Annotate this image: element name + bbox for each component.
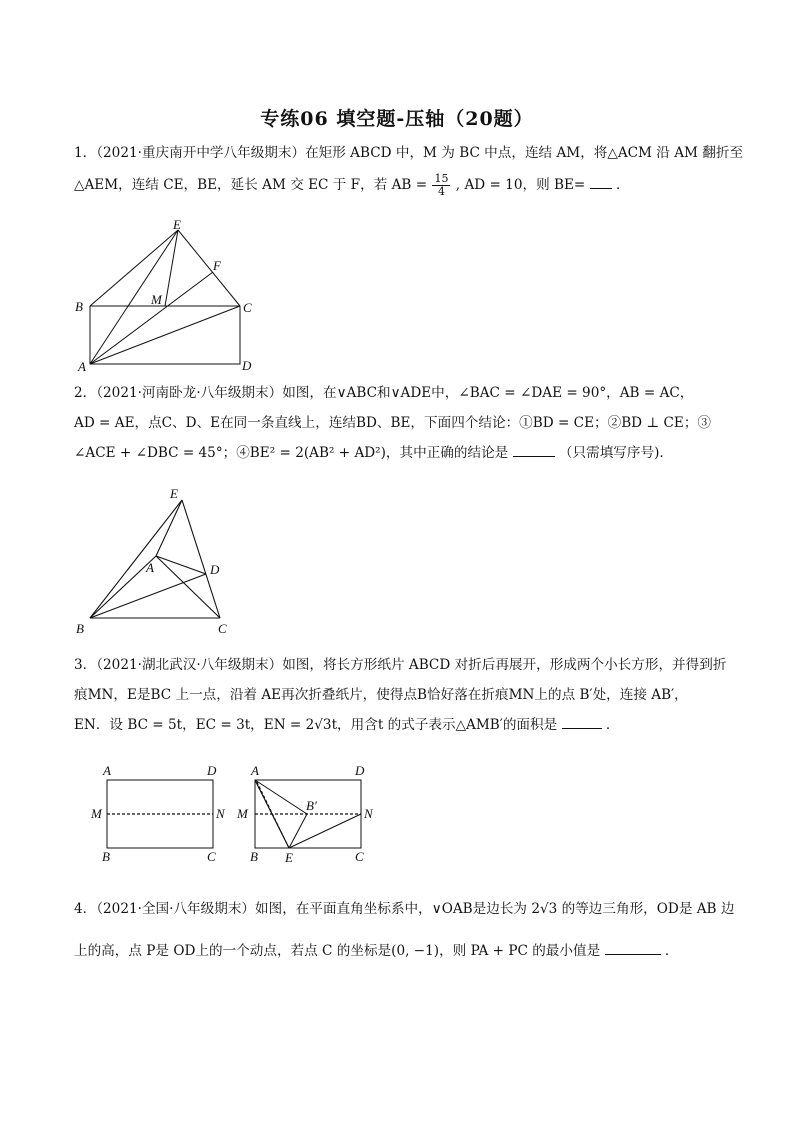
q3b-label-b: B [250, 849, 258, 864]
q3-line-2: 痕MN，E是BC 上一点，沿着 AE再次折叠纸片，使得点B恰好落在折痕MN上的点 B′处，连接 AB′， [74, 687, 688, 703]
q1-label-a: A [78, 359, 86, 373]
q1-line-2-end: ． [615, 177, 630, 193]
line-be [90, 230, 178, 306]
q3-line-1: 3．（2021·湖北武汉·八年级期末）如图，将长方形纸片 ABCD 对折后再展开，形成两个小长方形，并得到折 [74, 657, 727, 673]
line-ae [90, 230, 178, 364]
q3a-label-m: M [91, 806, 102, 821]
q1-fraction [432, 173, 450, 198]
line-ad [156, 556, 206, 574]
q1-figure [70, 218, 260, 373]
q1-label-b: B [75, 299, 83, 314]
q3b-label-a: A [251, 763, 259, 778]
q2-label-b: B [76, 621, 84, 636]
q4-line-1: 4．（2021·全国·八年级期末）如图，在平面直角坐标系中，∨OAB是边长为 2√3 的等边三角形，OD是 AB 边 [74, 901, 735, 917]
q1-label-c: C [243, 300, 252, 315]
q3a-label-n: N [216, 806, 225, 821]
q3b-label-n: N [364, 806, 373, 821]
q4-answer-blank[interactable] [605, 940, 661, 955]
q3-line-3-start: EN．设 BC = 5t，EC = 3t，EN = 2√3t，用含t 的式子表示△AMB′的面积是 [74, 717, 558, 733]
q3b-label-d: D [355, 763, 365, 778]
q3a-label-c: C [207, 849, 216, 864]
q1-label-d: D [242, 358, 252, 373]
question-2 [74, 378, 724, 468]
q3a-label-b: B [102, 849, 110, 864]
question-4 [74, 894, 735, 966]
line-af [90, 272, 213, 364]
q2-label-d: D [210, 562, 220, 577]
q2-label-e: E [170, 486, 178, 501]
q1-fraction-numerator: 15 [434, 172, 449, 185]
question-3 [74, 650, 727, 740]
q3a-label-a: A [103, 763, 111, 778]
line-ec [178, 230, 240, 306]
q2-line-3-start: ∠ACE + ∠DBC = 45°；④BE² = 2(AB² + AD²)，其中正确的结论是 [74, 445, 509, 461]
q3b-label-c: C [355, 849, 364, 864]
line-em [165, 230, 178, 306]
q3-figure-right [235, 760, 385, 870]
q1-label-m: M [151, 292, 162, 307]
line-en [289, 814, 361, 848]
q2-line-3-end: （只需填写序号)． [558, 445, 673, 461]
q3a-label-d: D [207, 763, 217, 778]
page-title: 专练06 填空题-压轴（20题） [260, 108, 534, 130]
q3-line-3-end: ． [605, 717, 620, 733]
q3-figure-left [85, 760, 235, 870]
q2-label-c: C [218, 621, 227, 636]
q1-fraction-denominator: 4 [437, 185, 445, 198]
q1-line-1: 1．（2021·重庆南开中学八年级期末）在矩形 ABCD 中，M 为 BC 中点，连结 AM，将△ACM 沿 AM 翻折至 [74, 145, 744, 161]
q2-answer-blank[interactable] [513, 442, 555, 457]
q3b-label-m: M [237, 806, 248, 821]
q1-line-2-start: △AEM，连结 CE，BE，延长 AM 交 EC 于 F，若 AB = [74, 177, 428, 193]
line-ab-prime [255, 780, 307, 814]
q3b-label-b-prime: B′ [306, 798, 317, 813]
q3-answer-blank[interactable] [562, 714, 602, 729]
line-eb-prime [289, 814, 307, 848]
q2-line-2: AD = AE，点C、D、E在同一条直线上，连结BD、BE，下面四个结论：①BD = CE；②BD ⊥ CE；③ [74, 415, 712, 431]
q3b-label-e: E [285, 850, 293, 865]
q4-line-2-start: 上的高，点 P是 OD上的一个动点，若点 C 的坐标是(0, −1)，则 PA + PC 的最小值是 [74, 943, 601, 959]
question-1 [74, 138, 744, 200]
q4-line-2 [74, 936, 724, 966]
q2-line-1: 2．（2021·河南卧龙·八年级期末）如图，在∨ABC和∨ADE中，∠BAC = ∠DAE = 90°，AB = AC， [74, 385, 694, 401]
q4-line-2-end: ． [664, 943, 679, 959]
q3-line-3 [74, 710, 724, 740]
q1-label-f: F [213, 258, 221, 273]
q1-line-2-mid: , AD = 10，则 BE= [455, 177, 586, 193]
q1-line-2 [74, 170, 724, 200]
line-ac [90, 306, 240, 364]
q2-label-a: A [146, 560, 154, 575]
q1-label-e: E [173, 218, 181, 232]
q1-answer-blank[interactable] [590, 174, 612, 189]
q2-line-3 [74, 438, 724, 468]
q2-figure [70, 484, 250, 640]
